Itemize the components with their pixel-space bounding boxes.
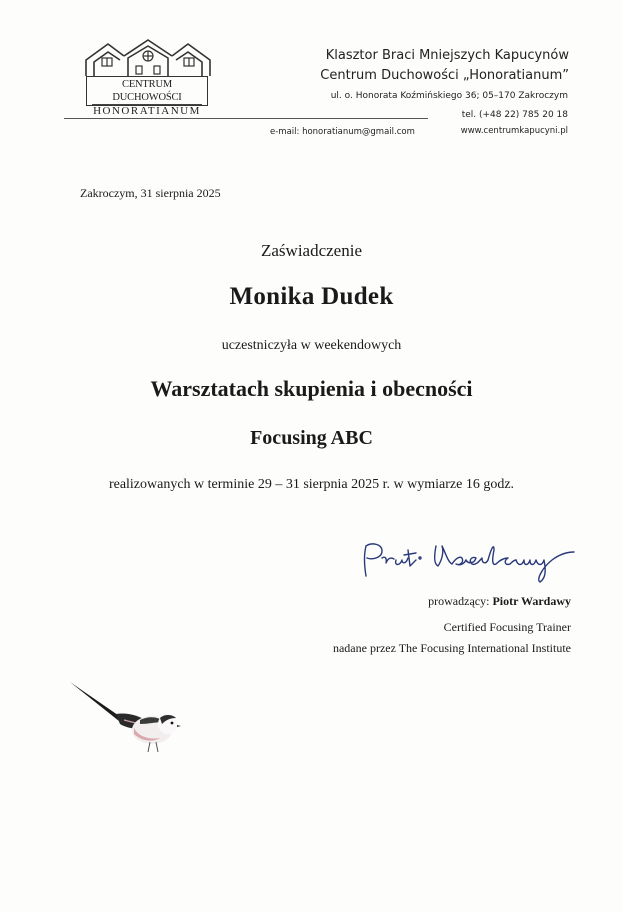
recipient-name: Monika Dudek [229,283,394,310]
logo-line-1: CENTRUM DUCHOWOŚCI [112,79,182,103]
logo-label-box [86,76,208,117]
issued-by: nadane przez The Focusing International Institute [332,641,571,655]
handwritten-signature [352,536,592,584]
logo-line-2: HONORATIANUM [93,105,201,117]
honoratianum-logo [84,38,212,117]
certificate-title: Zaświadczenie [261,241,362,260]
participation-text: uczestniczyła w weekendowych [221,338,402,353]
workshop-title: Warsztatach skupienia i obecności [150,376,473,401]
date-line: Zakroczym, 31 sierpnia 2025 [80,186,221,200]
address: ul. o. Honorata Koźmińskiego 36; 05–170 Zakroczym [330,91,568,101]
lead-name: Piotr Wardawy [492,594,571,608]
bird-illustration [68,678,184,758]
organization-name: Klasztor Braci Mniejszych Kapucynów [325,48,569,63]
period-text: realizowanych w terminie 29 – 31 sierpnia 2025 r. w wymiarze 16 godz. [108,477,515,492]
phone: tel. (+48 22) 785 20 18 [461,110,568,120]
website: www.centrumkapucyni.pl [460,126,568,136]
credential: Certified Focusing Trainer [443,620,571,634]
monastery-building-icon [84,38,212,78]
lead-trainer [428,594,571,609]
course-title: Focusing ABC [250,427,373,449]
email: e-mail: honoratianum@gmail.com [270,127,415,137]
header-divider [64,118,428,119]
center-name: Centrum Duchowości „Honoratianum” [320,68,569,83]
lead-label: prowadzący: [428,594,490,608]
